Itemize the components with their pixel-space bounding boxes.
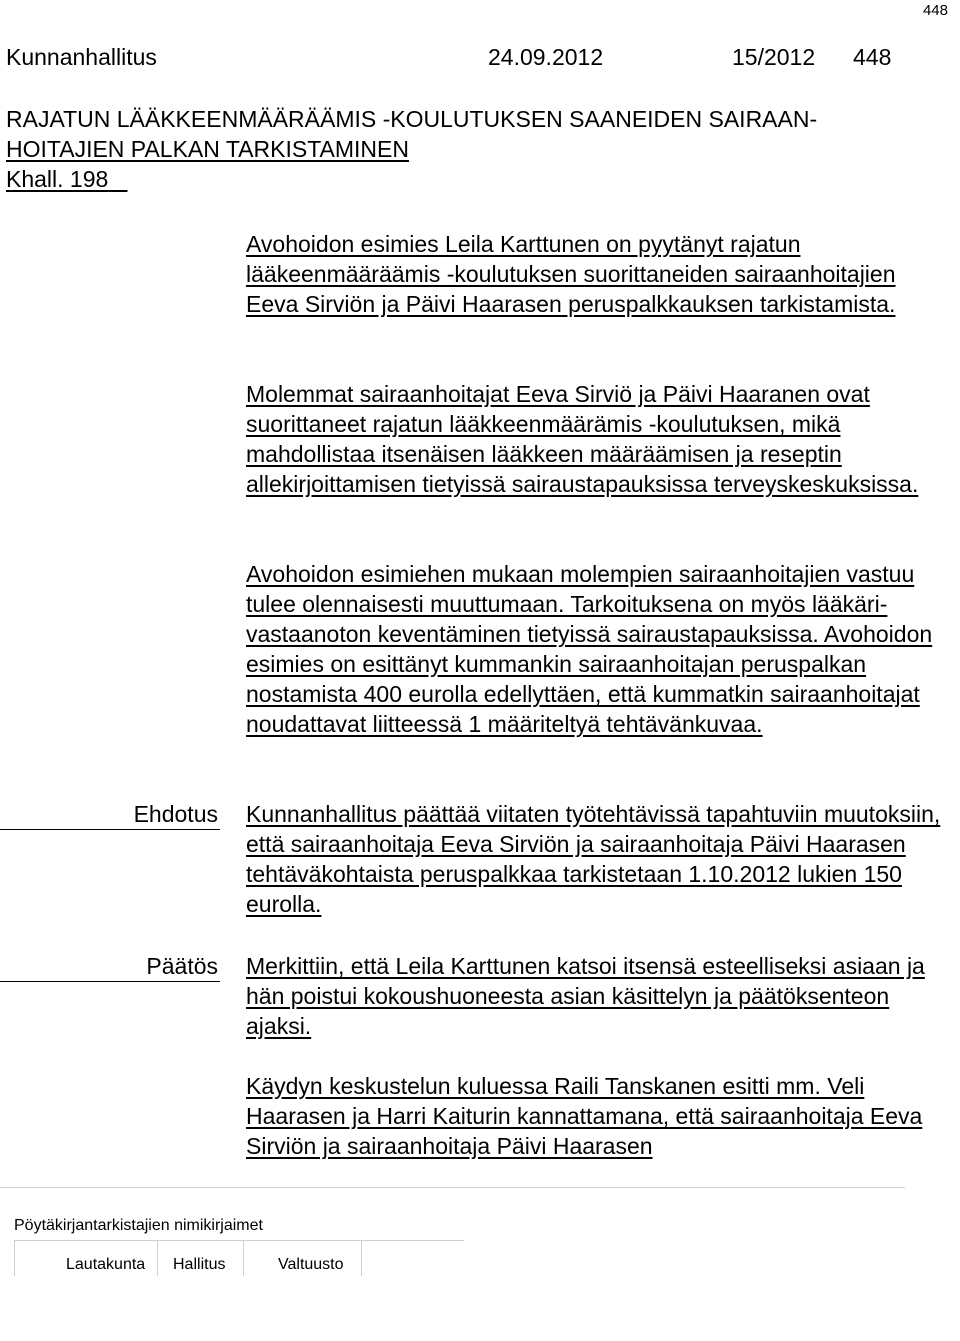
footer-title: Pöytäkirjantarkistajien nimikirjaimet <box>14 1217 263 1234</box>
footer-table-divider-2 <box>243 1240 244 1276</box>
paragraph-training-text: Molemmat sairaanhoitajat Eeva Sirviö ja Päivi Haaranen ovat suorittaneet rajatun lääkkeenmäärämis -koulutuksen, mikä mahdollistaa itsenäisen lääkkeen määräämisen ja reseptin allekirjoittamisen tietyissä sairaustapauksissa terveyskeskuksissa. <box>246 381 919 497</box>
paragraph-request <box>246 229 896 319</box>
paragraph-supervisor-text: Avohoidon esimiehen mukaan molempien sairaanhoitajien vastuu tulee olennaisesti muuttumaan. Tarkoituksena on myös lääkäri-vastaanoton keventäminen tietyissä sairaustapauksissa. Avohoidon esimies on esittänyt kummankin sairaanhoitajan peruspalkan nostamista 400 eurolla edellyttäen, että kummatkin sairaanhoitajat noudattavat liitteessä 1 määriteltyä tehtävänkuvaa. <box>246 561 933 737</box>
section-title <box>6 104 946 164</box>
reference <box>6 164 127 194</box>
footer-col-lautakunta: Lautakunta <box>66 1256 146 1273</box>
header-meeting: 15/2012 <box>732 44 816 70</box>
label-proposal <box>0 799 220 830</box>
header-date: 24.09.2012 <box>488 44 604 70</box>
paragraph-decision-text: Merkittiin, että Leila Karttunen katsoi itsensä esteelliseksi asiaan ja hän poistui kokoushuoneesta asian käsittelyn ja päätöksenteon ajaksi. <box>246 953 925 1039</box>
footer-divider <box>0 1187 905 1188</box>
footer-col-valtuusto: Valtuusto <box>278 1256 344 1273</box>
paragraph-proposal <box>246 799 958 919</box>
label-decision <box>0 951 220 982</box>
header-organ: Kunnanhallitus <box>6 44 157 70</box>
paragraph-decision <box>246 951 936 1041</box>
paragraph-discussion-text: Käydyn keskustelun kuluessa Raili Tanskanen esitti mm. Veli Haarasen ja Harri Kaiturin kannattamana, että sairaanhoitaja Eeva Sirviön ja sairaanhoitaja Päivi Haarasen <box>246 1073 923 1159</box>
footer-table-top-line <box>14 1240 464 1241</box>
paragraph-training <box>246 379 958 499</box>
paragraph-discussion <box>246 1071 958 1161</box>
header-section: 448 <box>853 44 892 70</box>
label-decision-text: Päätös <box>146 953 218 979</box>
paragraph-request-text: Avohoidon esimies Leila Karttunen on pyytänyt rajatun lääkeenmääräämis -koulutuksen suorittaneiden sairaanhoitajien Eeva Sirviön ja Päivi Haarasen peruspalkkauksen tarkistamista. <box>246 231 896 317</box>
label-proposal-text: Ehdotus <box>133 801 218 827</box>
section-title-line1: RAJATUN LÄÄKKEENMÄÄRÄÄMIS -KOULUTUKSEN SAANEIDEN SAIRAAN- <box>6 106 818 132</box>
footer-table-divider-3 <box>361 1240 362 1276</box>
section-title-line2: HOITAJIEN PALKAN TARKISTAMINEN <box>6 136 409 162</box>
footer-col-hallitus: Hallitus <box>173 1256 226 1273</box>
footer-table-divider-1 <box>157 1240 158 1276</box>
page-number: 448 <box>922 2 948 19</box>
paragraph-proposal-text: Kunnanhallitus päättää viitaten työtehtävissä tapahtuviin muutoksiin, että sairaanhoitaja Eeva Sirviön ja sairaanhoitaja Päivi Haarasen tehtäväkohtaista peruspalkkaa tarkistetaan 1.10.2012 lukien 150 eurolla. <box>246 801 941 917</box>
reference-text: Khall. 198 <box>6 166 109 192</box>
paragraph-supervisor <box>246 559 946 739</box>
footer-table-left-line <box>14 1240 15 1276</box>
